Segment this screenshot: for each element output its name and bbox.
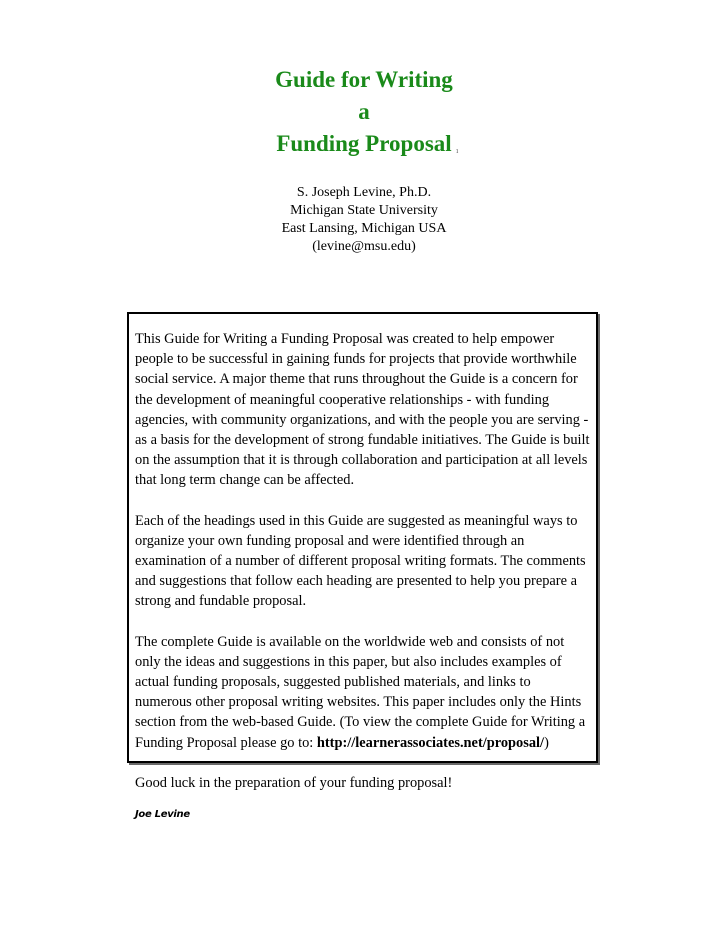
title-line-3 (0, 128, 728, 160)
footnote-mark: 1 (455, 149, 459, 155)
author-name: S. Joseph Levine, Ph.D. (296, 185, 432, 200)
intro-paragraph-3-end: ) (544, 734, 549, 751)
intro-paragraph-3-text: The complete Guide is available on the worldwide web and consists of not only the ideas and suggestions in this paper, but also includes examples of actual funding proposals, suggested published materials, and links to numerous other proposal writing websites. This paper includes only the Hints section from the web-based Guide. (To view the complete Guide for Writing a Funding Proposal please go to: (135, 633, 586, 751)
title-line-2: a (358, 99, 370, 124)
author-institution: Michigan State University (290, 203, 438, 218)
author-block (0, 184, 728, 256)
title-line-3-text: Funding Proposal (276, 131, 452, 156)
intro-paragraph-2: Each of the headings used in this Guide are suggested as meaningful ways to organize your own funding proposal and were identified through an examination of a number of different proposal writing formats. The comments and suggestions that follow each heading are presented to help you prepare a strong and fundable proposal. (135, 512, 586, 610)
author-location: East Lansing, Michigan USA (281, 221, 447, 236)
author-email: (levine@msu.edu) (312, 239, 416, 254)
signature: Joe Levine (135, 809, 190, 821)
proposal-url-link[interactable]: http://learnerassociates.net/proposal/ (316, 734, 545, 751)
title-line-1: Guide for Writing (275, 67, 453, 92)
intro-paragraph-3 (135, 632, 591, 753)
document-title (0, 64, 728, 160)
intro-box (127, 312, 598, 821)
intro-paragraph-4: Good luck in the preparation of your funding proposal! (135, 774, 453, 791)
intro-paragraph-1: This Guide for Writing a Funding Proposal was created to help empower people to be successful in gaining funds for projects that provide worthwhile social service. A major theme that runs throughout the Guide is a concern for the development of meaningful cooperative relationships - with funding agencies, with community organizations, and with the people you are serving - as a basis for the development of strong fundable initiatives. The Guide is built on the assumption that it is through collaboration and participation at all levels that long term change can be affected. (135, 331, 590, 489)
